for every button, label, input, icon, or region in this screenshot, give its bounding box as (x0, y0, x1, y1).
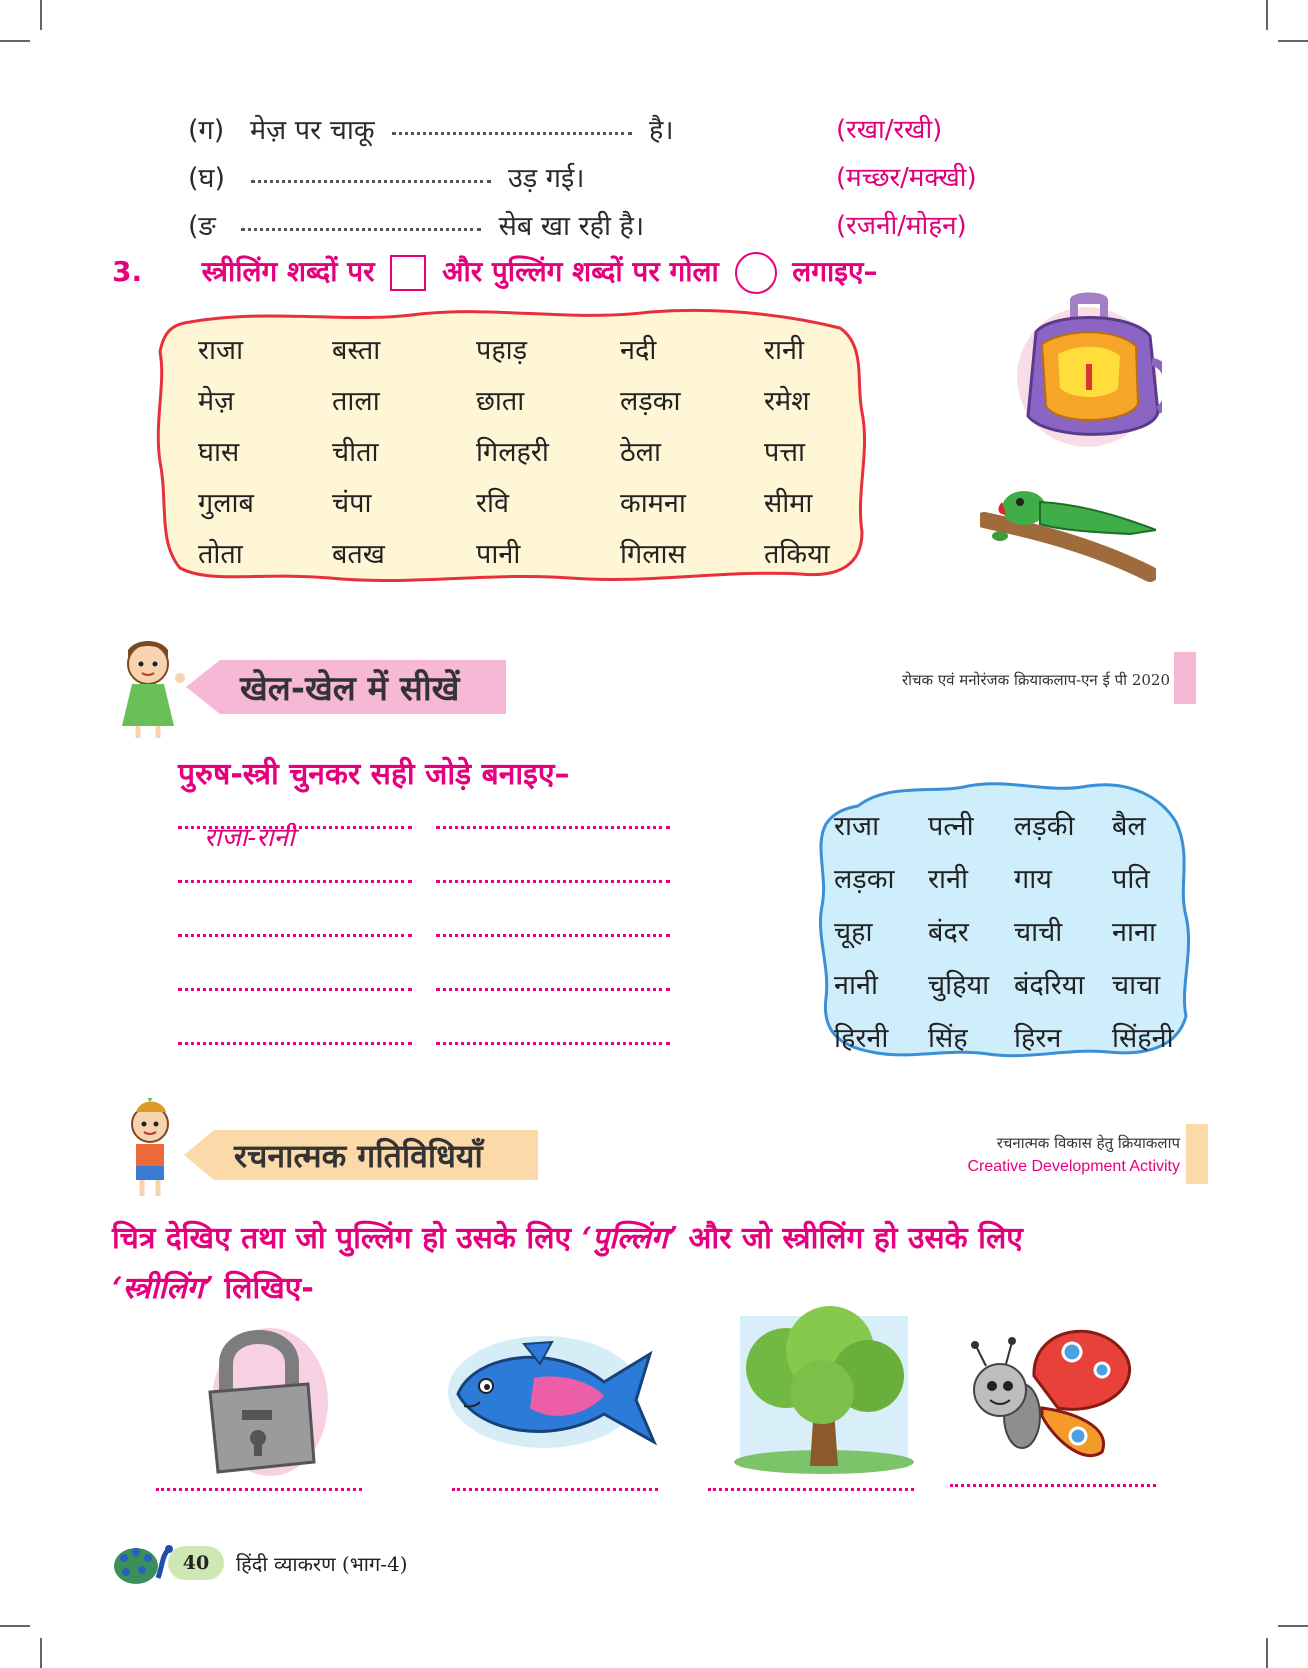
boy-mascot-illustration (116, 1098, 186, 1198)
side-note-tab (1186, 1124, 1208, 1184)
lock-illustration (196, 1322, 328, 1482)
word-bank-item[interactable]: बैल (1112, 811, 1146, 842)
gender-word[interactable]: पत्ता (764, 437, 805, 468)
gender-word[interactable]: रवि (476, 488, 510, 519)
question-text: लगाइए– (792, 255, 878, 288)
circle-symbol (735, 252, 777, 294)
row-text: सेब खा रही है। (498, 211, 645, 242)
word-bank-item[interactable]: हिरनी (834, 1023, 889, 1054)
question-3 (112, 252, 878, 294)
instruction-text: चित्र देखिए तथा जो पुल्लिंग हो उसके लिए (112, 1221, 572, 1256)
butterfly-illustration (962, 1316, 1138, 1466)
gender-word[interactable]: राजा (198, 335, 244, 366)
side-note-tab (1174, 652, 1196, 704)
word-bank-item[interactable]: लड़की (1014, 811, 1075, 842)
gender-word[interactable]: नदी (620, 335, 657, 366)
answer-line[interactable] (178, 988, 412, 991)
creative-side-note-hi: रचनात्मक विकास हेतु क्रियाकलाप (996, 1134, 1180, 1152)
creative-side-note-en: Creative Development Activity (967, 1158, 1180, 1175)
crop-mark (1278, 1625, 1308, 1627)
gender-word[interactable]: रानी (764, 335, 805, 366)
picture-answer-line[interactable] (156, 1488, 362, 1491)
word-bank-item[interactable]: बंदर (928, 917, 969, 948)
crop-mark (40, 1638, 42, 1668)
crop-mark (1266, 1638, 1268, 1668)
answer-line[interactable] (178, 1042, 412, 1045)
crop-mark (1266, 0, 1268, 30)
picture-answer-line[interactable] (708, 1488, 914, 1491)
gender-word[interactable]: चंपा (332, 488, 372, 519)
word-bank-item[interactable]: पत्नी (928, 811, 974, 842)
question-text: स्त्रीलिंग शब्दों पर (201, 255, 375, 288)
pairs-instruction: पुरुष-स्त्री चुनकर सही जोड़े बनाइए– (178, 757, 570, 792)
answer-line[interactable] (178, 880, 412, 883)
hint-ga: (रखा/रखी) (836, 115, 943, 145)
girl-mascot-illustration (110, 640, 186, 740)
blank-line[interactable] (241, 224, 481, 231)
word-bank-item[interactable]: हिरन (1014, 1023, 1062, 1054)
example-answer: राजा-रानी (204, 823, 295, 853)
word-bank-item[interactable]: चुहिया (928, 970, 990, 1001)
word-bank-item[interactable]: नाना (1112, 917, 1156, 948)
answer-line[interactable] (178, 934, 412, 937)
gender-word[interactable]: बतख (332, 539, 385, 570)
picture-answer-line[interactable] (452, 1488, 658, 1491)
peacock-icon (112, 1538, 176, 1588)
row-text: है। (648, 115, 674, 146)
game-banner-title: खेल-खेल में सीखें (240, 669, 460, 709)
gender-word[interactable]: ठेला (620, 437, 661, 468)
word-bank-item[interactable]: सिंहनी (1112, 1023, 1174, 1054)
fill-row-gha (188, 158, 584, 195)
blank-line[interactable] (392, 128, 632, 135)
game-side-note: रोचक एवं मनोरंजक क्रियाकलाप-एन ई पी 2020 (902, 671, 1170, 689)
fill-row-ga (188, 110, 674, 147)
gender-word-grid (198, 330, 884, 571)
picture-answer-line[interactable] (950, 1484, 1156, 1487)
gender-word[interactable]: गुलाब (198, 488, 254, 519)
row-label: (ङ (188, 211, 216, 242)
creative-banner-title: रचनात्मक गतिविधियाँ (234, 1136, 483, 1175)
picture-instruction (112, 1214, 1198, 1314)
gender-word[interactable]: तोता (198, 539, 243, 570)
row-text: उड़ गई। (507, 163, 585, 194)
gender-word[interactable]: पानी (476, 539, 521, 570)
gender-word[interactable]: बस्ता (332, 335, 381, 366)
crop-mark (1278, 40, 1308, 42)
word-bank-item[interactable]: चूहा (834, 917, 873, 948)
answer-line[interactable] (436, 934, 670, 937)
crop-mark (0, 1625, 30, 1627)
schoolbag-illustration (1012, 292, 1162, 452)
gender-word[interactable]: लड़का (620, 386, 681, 417)
gender-word[interactable]: गिलास (620, 539, 686, 570)
gender-word[interactable]: घास (198, 437, 240, 468)
blank-line[interactable] (251, 176, 491, 183)
word-bank-item[interactable]: राजा (834, 811, 880, 842)
fish-illustration (444, 1324, 660, 1464)
book-title: हिंदी व्याकरण (भाग-4) (236, 1552, 408, 1576)
gender-word[interactable]: गिलहरी (476, 437, 549, 468)
word-bank-item[interactable]: चाची (1014, 917, 1063, 948)
gender-word[interactable]: सीमा (764, 488, 813, 519)
feminine-term: ‘स्त्रीलिंग’ (112, 1271, 214, 1306)
answer-line[interactable] (436, 880, 670, 883)
tree-illustration (730, 1306, 916, 1476)
crop-mark (0, 40, 30, 42)
word-bank-item[interactable]: बंदरिया (1014, 970, 1085, 1001)
gender-word[interactable]: तकिया (764, 539, 830, 570)
page-number: 40 (168, 1546, 224, 1580)
gender-word[interactable]: कामना (620, 488, 686, 519)
hint-nga: (रजनी/मोहन) (836, 211, 967, 241)
row-text: मेज़ पर चाकू (250, 115, 375, 146)
gender-word[interactable]: छाता (476, 386, 525, 417)
instruction-text: लिखिए- (224, 1271, 314, 1306)
word-bank-item[interactable]: गाय (1014, 864, 1052, 895)
question-text: और पुल्लिंग शब्दों पर गोला (442, 255, 719, 288)
word-bank-item[interactable]: रानी (928, 864, 969, 895)
answer-line[interactable] (436, 988, 670, 991)
question-number: 3. (112, 255, 143, 288)
gender-word[interactable]: पहाड़ (476, 335, 528, 366)
word-bank-item[interactable]: पति (1112, 864, 1150, 895)
word-bank-item[interactable]: नानी (834, 970, 878, 1001)
answer-line[interactable] (436, 826, 670, 829)
word-bank-grid (834, 806, 1192, 1055)
gender-word[interactable]: ताला (332, 386, 380, 417)
word-bank-item[interactable]: चाचा (1112, 970, 1161, 1001)
hint-gha: (मच्छर/मक्खी) (836, 163, 977, 193)
square-symbol (390, 255, 426, 291)
gender-word[interactable]: रमेश (764, 386, 810, 417)
answer-line[interactable] (436, 1042, 670, 1045)
crop-mark (40, 0, 42, 30)
word-bank-item[interactable]: सिंह (928, 1023, 968, 1054)
gender-word[interactable]: मेज़ (198, 386, 235, 417)
parrot-illustration (980, 474, 1156, 586)
word-bank-item[interactable]: लड़का (834, 864, 895, 895)
gender-word[interactable]: चीता (332, 437, 379, 468)
masculine-term: ‘पुल्लिंग’ (581, 1221, 679, 1256)
fill-row-nga (188, 206, 644, 243)
instruction-text: और जो स्त्रीलिंग हो उसके लिए (688, 1221, 1023, 1256)
row-label: (घ) (188, 163, 226, 194)
row-label: (ग) (188, 115, 225, 146)
